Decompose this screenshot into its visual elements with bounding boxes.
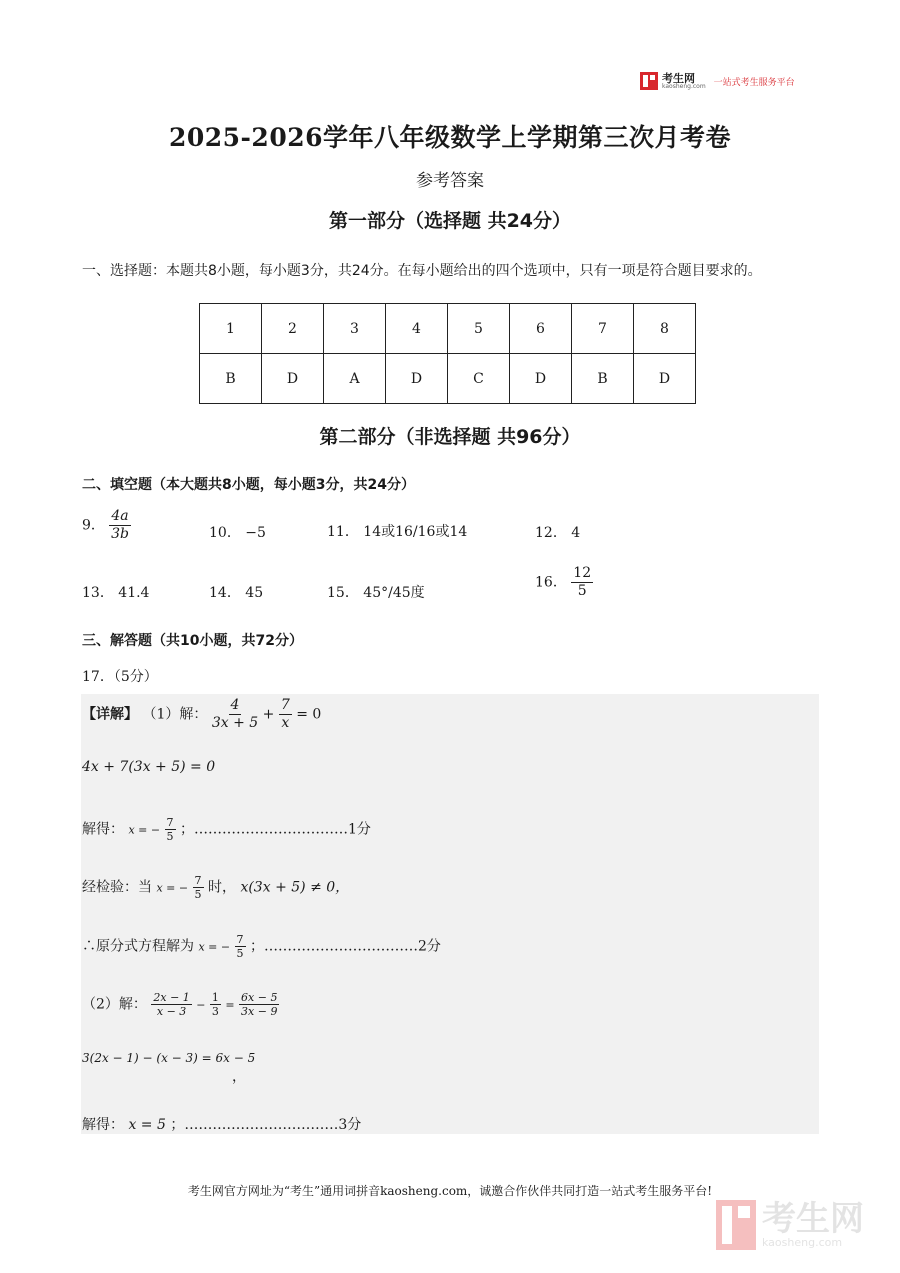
- table-cell: C: [448, 354, 510, 404]
- denominator: x: [281, 715, 290, 731]
- numerator: 12: [573, 565, 592, 581]
- fill-answer-11: [327, 521, 467, 541]
- numerator: 7: [194, 874, 202, 887]
- solution-line-5: [82, 933, 441, 960]
- numerator: 4a: [111, 508, 129, 524]
- fill-answer-10: [209, 522, 266, 542]
- part1-label: （1）解：: [142, 706, 208, 723]
- logo-name: 考生网: [662, 71, 695, 85]
- q17-label: 17．（5分）: [82, 669, 158, 685]
- solution-line-1: [82, 697, 321, 732]
- solve-label: 解得：: [82, 1117, 124, 1133]
- fill-answer-9: [82, 508, 131, 543]
- solution-value: x = 5: [128, 1117, 166, 1133]
- solution-comma: ，: [232, 1069, 246, 1085]
- denominator: 5: [194, 888, 202, 901]
- question-number: 16．: [535, 574, 567, 591]
- brand-logo: [640, 72, 795, 90]
- detail-label: 【详解】: [82, 706, 138, 723]
- fraction: [212, 697, 258, 732]
- solution-prefix: x = −: [156, 881, 189, 895]
- table-cell: 2: [262, 304, 324, 354]
- numerator: 7: [166, 816, 174, 829]
- logo-slogan: 一站式考生服务平台: [713, 77, 795, 88]
- fill-answer-14: [209, 582, 263, 602]
- therefore-label: ∴原分式方程解为: [82, 938, 194, 955]
- part2-heading: 第二部分（非选择题 共96分）: [319, 426, 581, 448]
- fill-answer-16: [535, 565, 593, 600]
- watermark-logo-icon: [716, 1200, 756, 1250]
- page-title: 2025-2026学年八年级数学上学期第三次月考卷: [168, 123, 732, 152]
- answer-value: 45: [245, 585, 264, 601]
- fraction: [109, 508, 130, 543]
- fraction: [571, 565, 593, 600]
- question-number: 15．: [327, 585, 359, 601]
- question-number: 13．: [82, 585, 114, 601]
- denominator: 5: [236, 947, 244, 960]
- table-cell: D: [634, 354, 696, 404]
- section3-heading: 三、解答题（共10小题，共72分）: [82, 633, 303, 649]
- answer-table-numbers-row: [200, 304, 696, 354]
- fill-answer-12: [535, 522, 580, 542]
- plus-sign: +: [262, 706, 275, 723]
- denominator: 5: [577, 583, 587, 599]
- fill-answer-13: [82, 582, 149, 602]
- table-cell: A: [324, 354, 386, 404]
- solve-label: 解得：: [82, 821, 124, 838]
- part1-heading: 第一部分（选择题 共24分）: [328, 210, 572, 232]
- numerator: 7: [280, 697, 290, 713]
- minus-sign: −: [196, 998, 206, 1012]
- numerator: 7: [236, 933, 244, 946]
- denominator: 3: [211, 1005, 219, 1018]
- numerator: 4: [230, 697, 240, 713]
- table-cell: 3: [324, 304, 386, 354]
- denominator: 5: [166, 830, 174, 843]
- table-cell: 6: [510, 304, 572, 354]
- equation-rhs: = 0: [296, 706, 322, 723]
- fill-answer-15: [327, 582, 425, 602]
- fraction: [165, 816, 176, 843]
- answer-value: −5: [245, 525, 266, 541]
- numerator: 1: [211, 991, 219, 1004]
- question-number: 12．: [535, 525, 567, 541]
- denominator: 3x + 5: [211, 715, 259, 731]
- table-cell: 8: [634, 304, 696, 354]
- answer-table-answers-row: [200, 354, 696, 404]
- fraction: [151, 991, 191, 1018]
- question-number: 11．: [327, 524, 359, 540]
- solution-line-6: [82, 991, 279, 1018]
- score-dots: ；……………………………2分: [250, 938, 441, 955]
- numerator: 6x − 5: [241, 991, 278, 1004]
- table-cell: D: [510, 354, 572, 404]
- answer-value: 45°/45度: [363, 585, 425, 601]
- table-cell: B: [572, 354, 634, 404]
- question-number: 10．: [209, 525, 241, 541]
- watermark: [716, 1200, 864, 1250]
- solution-line-4: [82, 874, 349, 901]
- table-cell: D: [262, 354, 324, 404]
- denominator: 3b: [111, 526, 129, 542]
- question-number: 14．: [209, 585, 241, 601]
- fraction: [193, 874, 204, 901]
- check-label: 经检验：当: [82, 879, 152, 896]
- equals-sign: =: [225, 998, 235, 1012]
- table-cell: 1: [200, 304, 262, 354]
- table-cell: B: [200, 354, 262, 404]
- section2-heading: 二、填空题（本大题共8小题，每小题3分，共24分）: [82, 477, 415, 493]
- solution-line-2: 4x + 7(3x + 5) = 0: [82, 759, 216, 775]
- fraction: [235, 933, 246, 960]
- solution-line-8: [82, 1114, 361, 1134]
- answer-table: [199, 303, 696, 404]
- table-cell: 5: [448, 304, 510, 354]
- fraction: [239, 991, 279, 1018]
- page-subtitle: 参考答案: [416, 171, 484, 191]
- check-middle: 时，: [208, 879, 236, 896]
- part2-label: （2）解：: [82, 996, 147, 1013]
- fraction: [279, 697, 292, 732]
- score-dots: ；……………………………1分: [180, 821, 371, 838]
- numerator: 2x − 1: [153, 991, 190, 1004]
- page-footer: 考生网官方网址为“考生”通用词拼音kaosheng.com，诚邀合作伙伴共同打造一站式考生服务平台!: [187, 1184, 713, 1198]
- table-cell: D: [386, 354, 448, 404]
- answer-value: 41.4: [118, 585, 150, 601]
- check-expression: x(3x + 5) ≠ 0，: [240, 879, 350, 896]
- table-cell: 7: [572, 304, 634, 354]
- watermark-domain: kaosheng.com: [762, 1236, 843, 1249]
- solution-prefix: x = −: [198, 940, 231, 954]
- question-number: 9．: [82, 517, 105, 534]
- answer-value: 4: [571, 525, 581, 541]
- score-dots: ；……………………………3分: [170, 1117, 362, 1133]
- section1-intro: 一、选择题：本题共8小题，每小题3分，共24分。在每小题给出的四个选项中，只有一项是符合题目要求的。: [82, 263, 762, 279]
- answer-value: 14或16/16或14: [363, 524, 468, 540]
- solution-line-7: 3(2x − 1) − (x − 3) = 6x − 5: [82, 1051, 256, 1065]
- watermark-name: 考生网: [762, 1199, 864, 1239]
- logo-icon: [640, 72, 658, 90]
- denominator: 3x − 9: [241, 1005, 278, 1018]
- fraction: [210, 991, 221, 1018]
- solution-prefix: x = −: [128, 823, 161, 837]
- solution-line-3: [82, 816, 371, 843]
- denominator: x − 3: [156, 1005, 187, 1018]
- table-cell: 4: [386, 304, 448, 354]
- logo-domain: kaosheng.com: [662, 82, 706, 90]
